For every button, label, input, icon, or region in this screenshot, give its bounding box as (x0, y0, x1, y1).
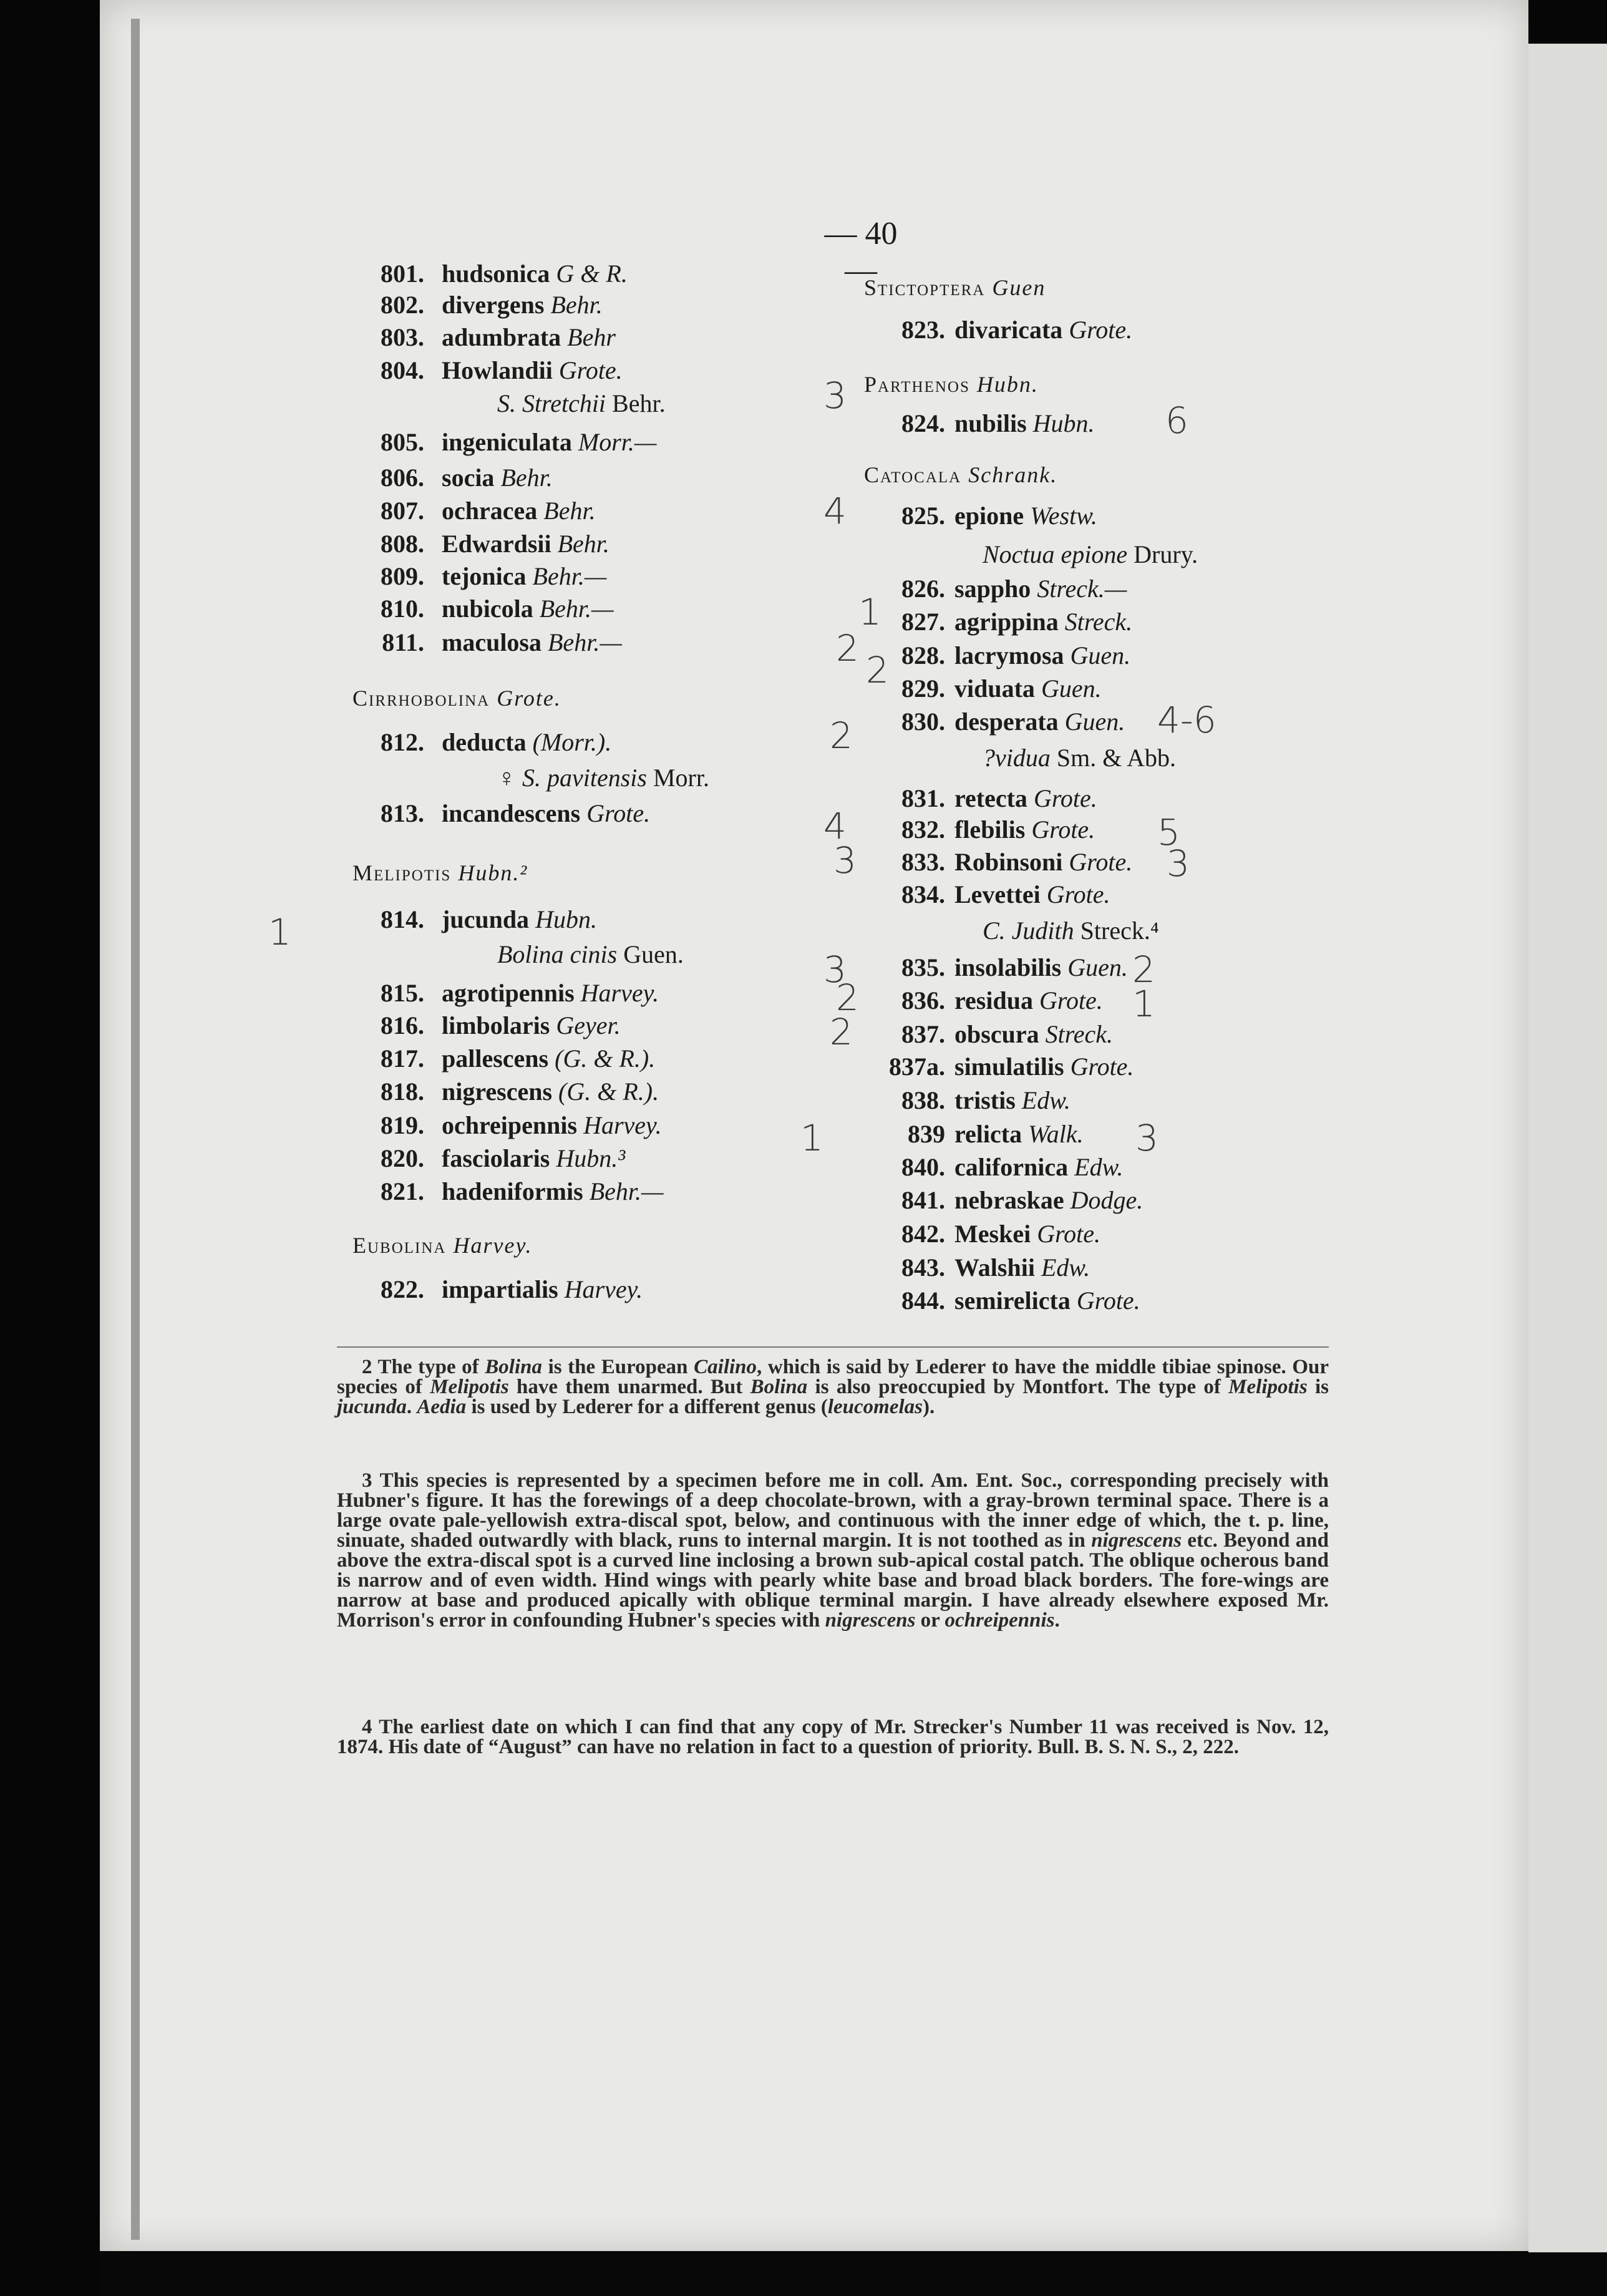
footnote-text: . (406, 1396, 417, 1418)
genus-author: Schrank. (968, 462, 1058, 487)
species-entry (876, 607, 1132, 636)
pencil-note: 4 (823, 490, 847, 532)
species-author: Behr.— (548, 628, 622, 656)
species-entry (356, 905, 597, 934)
species-author: Behr.— (589, 1177, 664, 1205)
species-name: ochracea (442, 497, 538, 525)
species-name: epione (954, 502, 1024, 530)
species-name: agrippina (954, 608, 1059, 636)
species-name: simulatilis (954, 1053, 1064, 1081)
species-name: limbolaris (442, 1011, 550, 1039)
footnote (337, 1357, 1329, 1417)
species-entry (356, 628, 622, 657)
genus-name: Eubolina (352, 1233, 447, 1258)
footnote-text: 3 This species is represented by a specimen before me in coll. Am. Ent. Soc., corresponding precisely with Hubner's figure. It has the forewings of a deep chocolate-brown, with a gray-brown terminal space. There is a large ovate pale-yellowish extra-discal spot, below, and continuous with the inner edge of which, the t. p. line, sinuate, shaded outwardly with black, runs to internal margin. It is not toothed as in (337, 1469, 1329, 1552)
species-name: obscura (954, 1020, 1039, 1048)
species-author: Westw. (1030, 502, 1097, 530)
species-entry (356, 799, 650, 828)
species-number: 821. (381, 1177, 424, 1205)
genus-heading (352, 860, 528, 886)
footnote-text: is the European (541, 1356, 694, 1378)
species-author: Streck. (1064, 608, 1133, 636)
species-number: 841. (901, 1186, 945, 1214)
synonym-author: Streck.⁴ (1074, 917, 1159, 945)
species-number: 814. (381, 905, 424, 933)
footnote-text: leucomelas (827, 1396, 923, 1418)
scan-border (100, 2252, 1607, 2296)
pencil-note: 2 (866, 649, 889, 691)
genus-author: Hubn. (976, 372, 1039, 397)
species-entry (876, 674, 1102, 703)
species-author: Grote. (1037, 1220, 1101, 1248)
footnote (337, 1471, 1329, 1630)
species-author: Harvey. (583, 1111, 662, 1139)
species-number: 826. (901, 575, 945, 603)
species-number: 835. (901, 953, 945, 981)
species-author: Behr. (557, 530, 609, 558)
species-name: divaricata (954, 316, 1063, 344)
species-entry (356, 427, 657, 457)
species-entry (356, 978, 659, 1008)
species-number: 833. (901, 848, 945, 876)
species-name: incandescens (442, 799, 581, 827)
species-entry (876, 501, 1097, 530)
species-entry (876, 784, 1097, 813)
species-name: sappho (954, 575, 1031, 603)
species-number: 803. (381, 323, 424, 351)
species-author: Edw. (1074, 1153, 1124, 1181)
footnote-rule (337, 1346, 1329, 1348)
species-name: impartialis (442, 1275, 558, 1303)
footnote-text: Aedia (417, 1396, 467, 1418)
species-number: 827. (901, 608, 945, 636)
species-number: 818. (381, 1077, 424, 1106)
synonym-line (983, 540, 1198, 569)
genus-author: Guen (992, 275, 1046, 300)
species-number: 838. (901, 1086, 945, 1114)
species-name: agrotipennis (442, 979, 575, 1007)
species-entry (356, 529, 609, 558)
species-entry (356, 1111, 662, 1140)
pencil-note: 3 (823, 948, 847, 991)
species-entry (876, 1086, 1071, 1115)
species-entry (876, 315, 1132, 344)
footnote-text: Melipotis (430, 1376, 509, 1398)
synonym-name: Bolina cinis (497, 940, 618, 968)
species-author: Streck.— (1037, 575, 1127, 603)
pencil-note: 3 (1135, 1117, 1158, 1159)
footnote-text: jucunda (337, 1396, 407, 1418)
species-entry (356, 1011, 621, 1040)
pencil-note: 1 (858, 591, 881, 633)
pencil-note: 3 (823, 374, 847, 417)
species-name: Edwardsii (442, 530, 551, 558)
species-entry (876, 1152, 1123, 1182)
genus-heading (864, 275, 1046, 301)
pencil-note: 6 (1165, 399, 1188, 442)
species-entry (876, 1019, 1113, 1049)
species-name: nubilis (954, 409, 1027, 437)
species-author: (G. & R.). (555, 1044, 656, 1073)
species-name: jucunda (442, 905, 530, 933)
species-number: 834. (901, 880, 945, 908)
species-entry (876, 707, 1125, 736)
page-number: — 40 — (824, 216, 898, 288)
species-entry (356, 562, 606, 591)
species-number: 816. (381, 1011, 424, 1039)
facing-page-edge (1528, 44, 1607, 2252)
species-author: Grote. (1046, 880, 1110, 908)
synonym-author: Guen. (617, 940, 684, 968)
species-author: Behr.— (532, 562, 607, 590)
species-name: tristis (954, 1086, 1016, 1114)
footnote-text: Cailino (694, 1356, 757, 1378)
species-author: Behr (567, 323, 616, 351)
synonym-line (497, 389, 666, 418)
species-name: insolabilis (954, 953, 1062, 981)
pencil-note: 2 (830, 714, 853, 757)
species-entry (356, 259, 628, 288)
footnote-text: 4 The earliest date on which I can find that any copy of Mr. Strecker's Number 11 was received is Nov. 12, 1874. His date of “August” can have no relation in fact to a question of priority. Bull. B. S. N. S., 2, 222. (337, 1716, 1329, 1758)
species-author: Edw. (1021, 1086, 1071, 1114)
footnote-text: etc. Beyond and above the extra-discal spot is a curved line inclosing a brown sub-apical costal patch. The oblique ocherous band is narrow and of even width. Hind wings with pearly white base and broad black borders. The fore-wings are narrow at base and produced apically with oblique terminal margin. I have already elsewhere exposed Mr. Morrison's error in confounding Hubner's species with (337, 1529, 1329, 1632)
species-author: Harvey. (580, 979, 659, 1007)
species-author: G & R. (556, 260, 628, 288)
species-entry (876, 815, 1095, 844)
species-number: 837a. (889, 1053, 945, 1081)
footnote-text: is used by Lederer for a different genus ( (466, 1396, 828, 1418)
species-number: 815. (381, 979, 424, 1007)
species-entry (356, 1177, 664, 1206)
footnote-text: is also preoccupied by Montfort. The type of (807, 1376, 1229, 1398)
species-name: nubicola (442, 595, 533, 623)
species-author: Grote. (1031, 815, 1095, 844)
genus-author: Hubn.² (458, 860, 528, 885)
species-number: 836. (901, 986, 945, 1014)
species-name: adumbrata (442, 323, 561, 351)
species-name: ochreipennis (442, 1111, 578, 1139)
species-name: pallescens (442, 1044, 549, 1073)
species-entry (356, 1275, 643, 1304)
species-name: semirelicta (954, 1287, 1071, 1315)
sex-symbol: ♀ (497, 764, 522, 792)
page-binding-edge (131, 19, 140, 2240)
synonym-name: Noctua epione (983, 540, 1128, 568)
genus-name: Cirrhobolina (352, 686, 490, 711)
species-number: 809. (381, 562, 424, 590)
species-entry (356, 463, 553, 492)
species-number: 801. (381, 260, 424, 288)
species-number: 813. (381, 799, 424, 827)
species-number: 824. (901, 409, 945, 437)
footnote-text: have them unarmed. But (508, 1376, 750, 1398)
footnote-text: is (1307, 1376, 1329, 1398)
species-name: maculosa (442, 628, 541, 656)
species-author: Grote. (1069, 316, 1133, 344)
species-author: Behr.— (539, 595, 614, 623)
genus-name: Stictoptera (864, 275, 986, 300)
species-number: 844. (901, 1287, 945, 1315)
genus-author: Grote. (497, 686, 561, 711)
species-number: 804. (381, 356, 424, 384)
genus-author: Harvey. (453, 1233, 533, 1258)
species-name: ingeniculata (442, 428, 572, 456)
species-entry (876, 880, 1110, 909)
footnote-text: ). (923, 1396, 935, 1418)
species-number: 830. (901, 708, 945, 736)
species-name: residua (954, 986, 1033, 1014)
species-name: relicta (954, 1120, 1022, 1148)
pencil-note: 2 (836, 976, 859, 1019)
species-author: Guen. (1041, 674, 1102, 703)
species-entry (876, 1052, 1134, 1081)
species-author: Grote. (1076, 1287, 1140, 1315)
synonym-name: S. pavitensis (522, 764, 647, 792)
synonym-line (497, 940, 684, 969)
genus-heading (352, 1232, 532, 1258)
species-author: (G. & R.). (558, 1077, 659, 1106)
species-author: Morr.— (578, 428, 657, 456)
pencil-note: 3 (1167, 842, 1190, 885)
footnote-text: Bolina (750, 1376, 808, 1398)
species-author: Grote. (1069, 848, 1133, 876)
species-number: 842. (901, 1220, 945, 1248)
species-name: fasciolaris (442, 1144, 550, 1172)
species-entry (356, 594, 614, 623)
species-name: Walshii (954, 1253, 1035, 1282)
species-author: Behr. (500, 464, 553, 492)
species-entry (876, 1253, 1090, 1282)
species-author: Grote. (1039, 986, 1103, 1014)
species-number: 811. (382, 628, 424, 656)
species-name: viduata (954, 674, 1035, 703)
species-number: 837. (901, 1020, 945, 1048)
species-entry (356, 1077, 659, 1106)
species-number: 810. (381, 595, 424, 623)
footnote-text: or (915, 1609, 945, 1632)
species-entry (876, 1119, 1084, 1149)
synonym-author: Sm. & Abb. (1050, 744, 1177, 772)
species-number: 820. (381, 1144, 424, 1172)
synonym-name: ?vidua (983, 744, 1051, 772)
species-name: Robinsoni (954, 848, 1063, 876)
species-name: Levettei (954, 880, 1041, 908)
synonym-author: Morr. (646, 764, 709, 792)
species-author: Walk. (1028, 1120, 1084, 1148)
species-entry (876, 409, 1095, 438)
species-entry (876, 986, 1103, 1015)
species-entry (356, 1044, 655, 1073)
genus-heading (864, 462, 1057, 488)
footnote-text: Melipotis (1228, 1376, 1308, 1398)
species-author: Grote. (1070, 1053, 1134, 1081)
species-name: californica (954, 1153, 1069, 1181)
pencil-note: 1 (1132, 983, 1155, 1025)
species-number: 802. (381, 291, 424, 319)
synonym-name: C. Judith (983, 917, 1074, 945)
footnote (337, 1717, 1329, 1757)
pencil-note: 2 (836, 627, 859, 669)
species-number: 822. (381, 1275, 424, 1303)
footnote-text: ochreipennis (944, 1609, 1055, 1632)
species-author: Guen. (1070, 641, 1131, 669)
species-author: Hubn. (1032, 409, 1095, 437)
species-name: hadeniformis (442, 1177, 583, 1205)
species-number: 840. (901, 1153, 945, 1181)
species-author: Harvey. (564, 1275, 643, 1303)
genus-heading (352, 685, 561, 711)
footnote-text: . (1054, 1609, 1060, 1632)
species-name: nebraskae (954, 1186, 1064, 1214)
species-entry (876, 847, 1132, 877)
pencil-note: 1 (800, 1117, 823, 1159)
species-author: Grote. (1033, 784, 1097, 812)
genus-name: Parthenos (864, 372, 970, 397)
pencil-note: 5 (1157, 811, 1180, 854)
species-entry (876, 574, 1127, 603)
species-name: Meskei (954, 1220, 1031, 1248)
species-name: nigrescens (442, 1077, 553, 1106)
pencil-note: 4 (823, 805, 847, 847)
species-entry (876, 1185, 1143, 1215)
pencil-note: 4-6 (1157, 699, 1216, 741)
species-entry (356, 356, 623, 385)
species-name: flebilis (954, 815, 1026, 844)
synonym-name: S. Stretchii (497, 389, 606, 417)
species-number: 823. (901, 316, 945, 344)
species-author: Dodge. (1070, 1186, 1143, 1214)
footnote-text: nigrescens (1091, 1529, 1182, 1552)
footnote-text: 2 The type of (362, 1356, 485, 1378)
species-number: 843. (901, 1253, 945, 1282)
species-entry (356, 727, 611, 757)
synonym-line (983, 743, 1176, 772)
species-number: 825. (901, 502, 945, 530)
species-name: deducta (442, 728, 527, 756)
synonym-author: Drury. (1127, 540, 1198, 568)
species-number: 805. (381, 428, 424, 456)
species-name: desperata (954, 708, 1059, 736)
synonym-line (497, 763, 709, 792)
species-author: Hubn.³ (556, 1144, 626, 1172)
species-name: divergens (442, 291, 545, 319)
species-author: Guen. (1067, 953, 1128, 981)
species-entry (356, 496, 596, 525)
species-entry (356, 290, 603, 319)
species-entry (876, 641, 1130, 670)
species-entry (356, 323, 616, 352)
species-name: tejonica (442, 562, 527, 590)
species-number: 832. (901, 815, 945, 844)
species-number: 807. (381, 497, 424, 525)
species-name: lacrymosa (954, 641, 1064, 669)
species-author: Streck. (1045, 1020, 1114, 1048)
species-author: Hubn. (535, 905, 597, 933)
species-author: (Morr.). (532, 728, 612, 756)
species-number: 806. (381, 464, 424, 492)
species-author: Guen. (1064, 708, 1125, 736)
species-number: 829. (901, 674, 945, 703)
species-entry (876, 1219, 1100, 1248)
species-name: retecta (954, 784, 1027, 812)
species-number: 831. (901, 784, 945, 812)
species-number: 817. (381, 1044, 424, 1073)
species-name: Howlandii (442, 356, 553, 384)
pencil-note: 2 (830, 1011, 853, 1053)
species-author: Edw. (1041, 1253, 1090, 1282)
species-number: 819. (381, 1111, 424, 1139)
species-entry (876, 953, 1128, 982)
species-number: 839 (908, 1120, 945, 1148)
synonym-line (983, 916, 1159, 945)
species-number: 812. (381, 728, 424, 756)
species-name: socia (442, 464, 495, 492)
pencil-note: 2 (1132, 948, 1155, 991)
species-author: Grote. (586, 799, 651, 827)
species-name: hudsonica (442, 260, 550, 288)
genus-name: Catocala (864, 462, 962, 487)
species-entry (876, 1286, 1140, 1315)
footnote-text: , which is said by Lederer to have the middle tibiae spinose. Our species of (337, 1356, 1329, 1398)
species-number: 828. (901, 641, 945, 669)
genus-name: Melipotis (352, 860, 452, 885)
pencil-note: 1 (268, 911, 291, 953)
species-number: 808. (381, 530, 424, 558)
species-author: Behr. (543, 497, 596, 525)
species-author: Geyer. (556, 1011, 621, 1039)
synonym-author: Behr. (606, 389, 666, 417)
species-entry (356, 1144, 625, 1173)
pencil-note: 3 (833, 839, 857, 882)
footnote-text: Bolina (485, 1356, 542, 1378)
footnote-text: nigrescens (825, 1609, 916, 1632)
species-author: Behr. (550, 291, 603, 319)
species-author: Grote. (558, 356, 623, 384)
genus-heading (864, 371, 1039, 397)
